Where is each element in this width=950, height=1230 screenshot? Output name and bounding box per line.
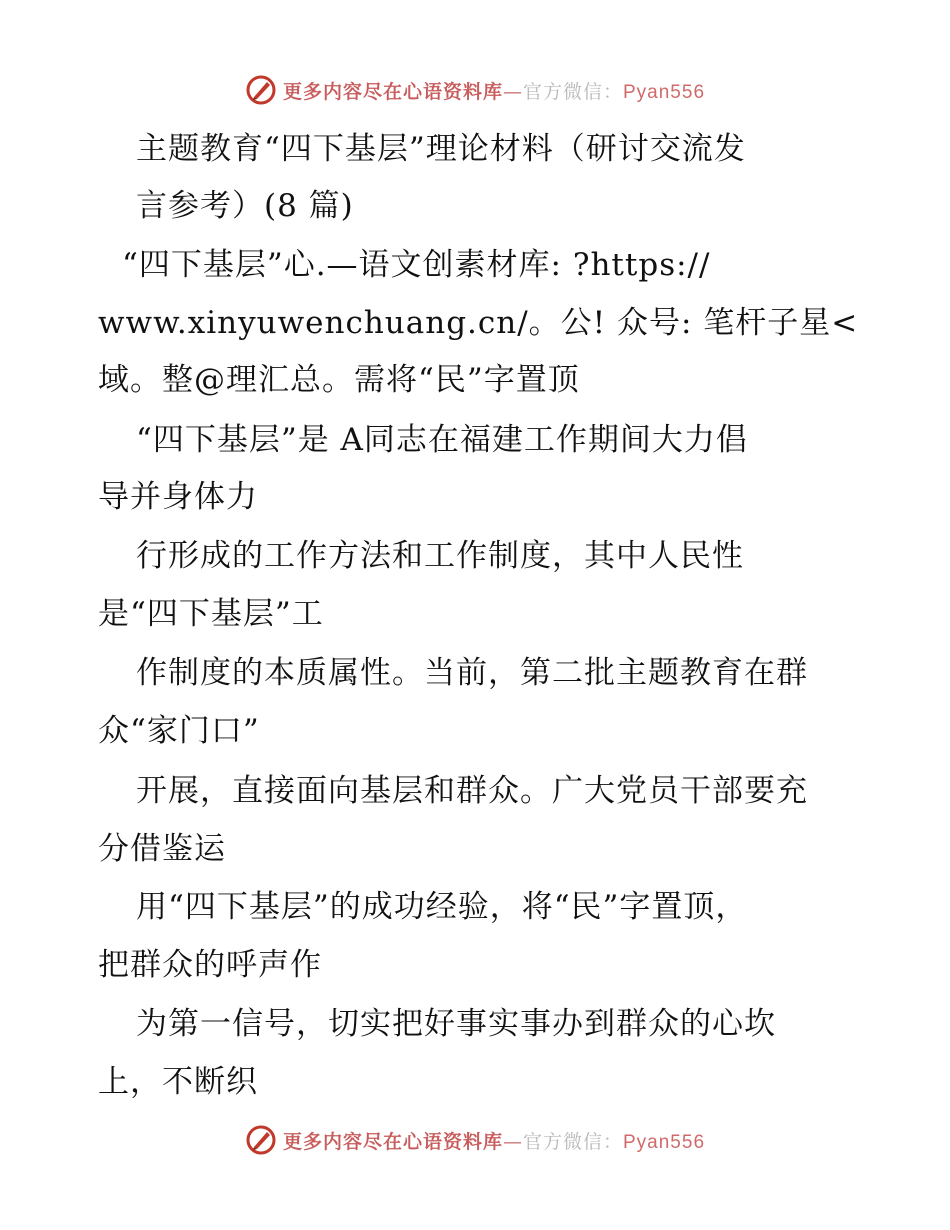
banner-account-id: Pyan556 <box>623 81 706 103</box>
doc-paragraph-line: 是“四下基层”工 <box>98 596 324 632</box>
banner-separator: — <box>502 80 523 103</box>
doc-paragraph-line: 行形成的工作方法和工作制度，其中人民性 <box>136 538 744 574</box>
doc-title-line-2: 言参考）(8 篇) <box>136 188 354 224</box>
banner-official-label: 官方微信： <box>522 1130 623 1153</box>
doc-paragraph-line: 导并身体力 <box>98 479 258 515</box>
doc-paragraph-line: “四下基层”心.—语文创素材库: ?https:// <box>122 247 711 283</box>
doc-paragraph-line: 分借鉴运 <box>98 831 226 867</box>
doc-paragraph-line: 作制度的本质属性。当前，第二批主题教育在群 <box>136 655 808 691</box>
doc-paragraph-line: 开展，直接面向基层和群众。广大党员干部要充 <box>136 773 808 809</box>
doc-paragraph-line: 把群众的呼声作 <box>98 947 322 983</box>
banner-brand: 更多内容尽在心语资料库 <box>282 80 503 103</box>
doc-paragraph-line: 上，不断织 <box>98 1064 258 1100</box>
banner-brand: 更多内容尽在心语资料库 <box>282 1130 503 1153</box>
banner-account-id: Pyan556 <box>623 1131 706 1153</box>
footer-watermark-banner <box>0 1122 950 1158</box>
doc-paragraph-line: 为第一信号，切实把好事实事办到群众的心坎 <box>136 1006 776 1042</box>
doc-paragraph-line: “四下基层”是 A同志在福建工作期间大力倡 <box>136 422 748 458</box>
banner-text <box>283 1127 705 1154</box>
banner-separator: — <box>502 1130 523 1153</box>
doc-paragraph-line: 用“四下基层”的成功经验，将“民”字置顶， <box>136 889 748 925</box>
doc-paragraph-line: 域。整@理汇总。需将“民”字置顶 <box>98 362 580 398</box>
banner-official-label: 官方微信： <box>522 80 623 103</box>
doc-paragraph-line: 众“家门口” <box>98 713 260 749</box>
quill-logo-icon <box>245 1124 277 1156</box>
doc-title-line-1: 主题教育“四下基层”理论材料（研讨交流发 <box>136 131 746 167</box>
doc-paragraph-line: www.xinyuwenchuang.cn/。公! 众号: 笔杆子星< <box>98 305 859 341</box>
